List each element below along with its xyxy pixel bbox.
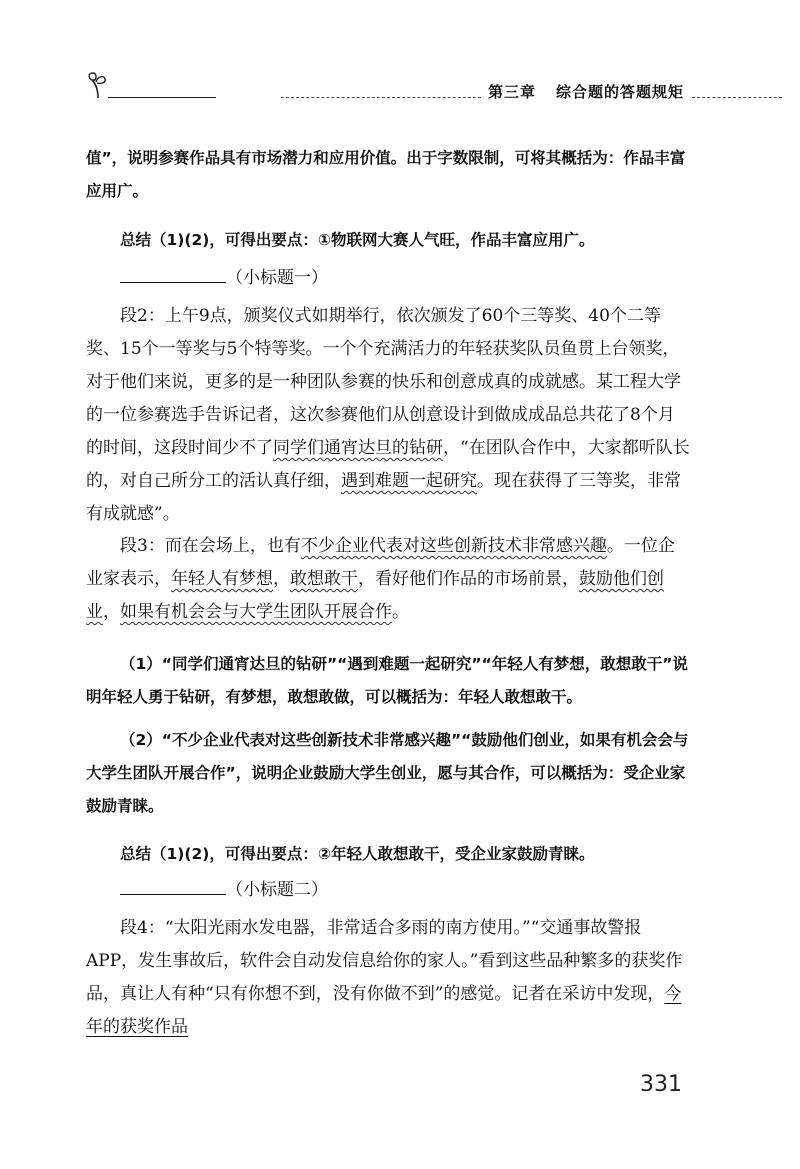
fill-in-blank (120, 876, 226, 895)
paragraph-conclusion-1: 总结（1)(2)，可得出要点：①物联网大赛人气旺，作品丰富应用广。 (120, 231, 595, 249)
header-rule-right (692, 97, 782, 98)
underlined-phrase: 今年的获奖作品 (86, 984, 682, 1037)
paragraph-section-2 (86, 300, 690, 531)
text-run: ，看好他们作品的市场前景， (358, 569, 579, 589)
text-run: ， (103, 602, 120, 622)
paragraph-analysis-1: （1）“同学们通宵达旦的钻研”“遇到难题一起研究”“年轻人有梦想，敢想敢干”说明年轻人勇于钻研，有梦想，敢想敢做，可以概括为：年轻人敢想敢干。 (86, 655, 688, 706)
text-run: 。 (392, 602, 409, 622)
paragraph-summary-continuation: 值”，说明参赛作品具有市场潜力和应用价值。出于字数限制，可将其概括为：作品丰富应用广。 (86, 149, 686, 200)
text-run: ， (273, 569, 290, 589)
highlighted-phrase: 敢想敢干 (290, 569, 358, 589)
paragraph-analysis-2: （2）“不少企业代表对这些创新技术非常感兴趣”“鼓励他们创业，如果有机会会与大学生团队开展合作”，说明企业鼓励大学生创业，愿与其合作，可以概括为：受企业家鼓励青睐。 (86, 731, 689, 815)
header-rule-middle (281, 97, 481, 98)
fill-in-blank (120, 264, 226, 283)
running-header (86, 70, 766, 110)
text-run: 。现在获得了三等奖，非常有成就感”。 (86, 471, 681, 524)
subtitle-blank-2 (86, 874, 690, 907)
chapter-title: 综合题的答题规矩 (556, 83, 685, 101)
text-run: 段4：“太阳光雨水发电器，非常适合多雨的南方使用。”“交通事故警报APP，发生事故后，软件会自动发信息给你的家人。”看到这些品种繁多的获奖作品，真让人有种“只有你想不到，没有你做不到”的感觉。记者在采访中发现， (86, 918, 683, 1004)
subtitle-label: （小标题一） (226, 268, 328, 288)
header-rule-left (108, 97, 216, 98)
highlighted-phrase: 如果有机会会与大学生团队开展合作 (120, 602, 392, 622)
highlighted-phrase: 鼓励他们创业 (86, 569, 664, 622)
text-run: 段3：而在会场上，也有 (120, 536, 301, 556)
text-run: 段2：上午9点，颁奖仪式如期举行，依次颁发了60个三等奖、40个二等奖、15个一等奖与5个特等奖。一个个充满活力的年轻获奖队员鱼贯上台领奖，对于他们来说，更多的是一种团队参赛的快乐和创意成真的成就感。某工程大学的一位参赛选手告诉记者，这次参赛他们从创意设计到做成成品总共花了8个月的时间，这段时间少不了 (86, 306, 681, 458)
highlighted-phrase: 不少企业代表对这些创新技术非常感兴趣 (300, 536, 607, 556)
paragraph-section-4 (86, 912, 690, 1044)
chapter-number: 第三章 (488, 83, 537, 101)
text-run: ，“在团队合作中，大家都听队长的，对自己所分工的活认真仔细， (86, 438, 690, 491)
paragraph-conclusion-2: 总结（1)(2)，可得出要点：②年轻人敢想敢干，受企业家鼓励青睐。 (120, 845, 595, 863)
subtitle-blank-1 (86, 262, 690, 295)
highlighted-phrase: 年轻人有梦想 (171, 569, 273, 589)
page-number: 331 (640, 1072, 682, 1097)
text-run: 。一位企业家表示， (86, 536, 675, 589)
highlighted-phrase: 遇到难题一起研究 (341, 471, 477, 491)
subtitle-label: （小标题二） (226, 880, 328, 900)
highlighted-phrase: 同学们通宵达旦的钻研 (273, 438, 443, 458)
chapter-heading (488, 81, 684, 102)
paragraph-section-3 (86, 530, 690, 629)
